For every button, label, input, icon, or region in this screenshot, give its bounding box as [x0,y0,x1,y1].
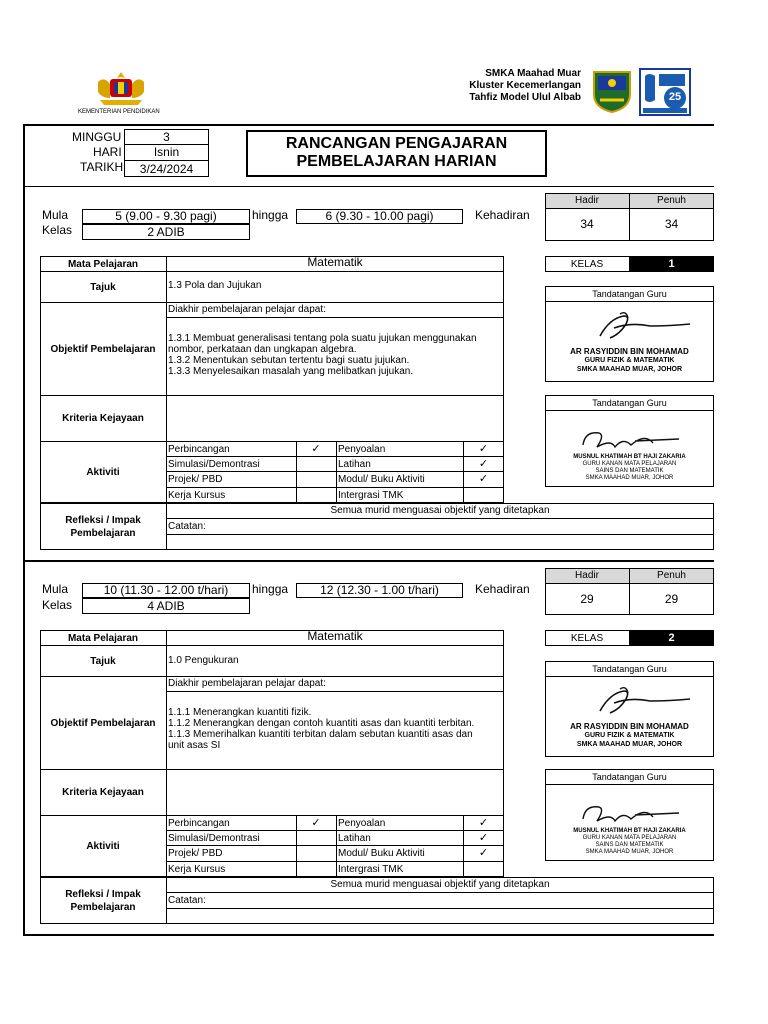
objective-line-1: 1.3.1 Membuat generalisasi tentang pola suatu jujukan menggunakan [168,333,477,344]
kelas-value: 2 ADIB [147,224,185,239]
penuh-header-2: Penuh [657,570,686,581]
senior-school: SMKA MAAHAD MUAR, JOHOR [585,475,674,481]
activity-tmk-2: Intergrasi TMK [338,864,404,875]
teacher-signature-icon [590,308,700,344]
kriteria-label-2: Kriteria Kejayaan [62,787,144,798]
anniversary-number: 25 [668,91,682,103]
mula-value: 5 (9.00 - 9.30 pagi) [115,209,217,223]
senior-signature-icon [575,425,685,455]
senior-role: GURU KANAN MATA PELAJARAN [582,461,677,467]
section-divider-2 [23,560,714,562]
teacher-role: GURU FIZIK & MATEMATIK [584,357,675,364]
activity-projek: Projek/ PBD [168,474,223,485]
objective-2-line-2: 1.1.2 Menerangkan dengan contoh kuantiti asas dan kuantiti terbitan. [168,718,475,729]
aktiviti-label-2: Aktiviti [86,841,120,852]
check-simulasi [296,457,336,472]
hari-label: HARI [93,145,122,159]
check-kerja-kursus-2 [296,862,336,877]
kelas-label: Kelas [42,223,73,237]
hingga-label: hingga [252,208,289,222]
objektif-intro: Diakhir pembelajaran pelajar dapat: [168,304,326,315]
kriteria-label: Kriteria Kejayaan [62,413,144,424]
activity-modul-2: Modul/ Buku Aktiviti [338,848,425,859]
senior-signature-icon-2 [575,799,685,829]
hari-value: Isnin [153,145,180,159]
objektif-label: Objektif Pembelajaran [50,343,156,355]
mula-label: Mula [42,208,69,222]
activity-penyoalan-2: Penyoalan [338,817,386,829]
check-latihan: ✓ [478,458,489,470]
teacher-school: SMKA MAAHAD MUAR, JOHOR [576,366,683,373]
school-line-3: Tahfiz Model Ulul Albab [469,92,581,103]
check-simulasi-2 [296,831,336,846]
ministry-label: KEMENTERIAN PENDIDIKAN [78,109,160,115]
teacher-role-2: GURU FIZIK & MATEMATIK [584,732,675,739]
refleksi-label-2-line-2: Pembelajaran [70,901,136,913]
activity-modul: Modul/ Buku Aktiviti [338,474,425,485]
page-frame-left [23,124,25,936]
kehadiran-label-2: Kehadiran [475,582,530,596]
tarikh-value: 3/24/2024 [139,161,194,176]
signature-label-3: Tandatangan Guru [592,663,667,674]
hadir-header-2: Hadir [575,570,599,581]
tajuk-label: Tajuk [90,281,116,293]
activity-kerja-kursus-2: Kerja Kursus [168,864,226,875]
tajuk-label-2: Tajuk [90,655,116,667]
teacher-name-2: AR RASYIDDIN BIN MOHAMAD [570,722,689,731]
aktiviti-label: Aktiviti [86,467,120,478]
activity-latihan: Latihan [338,459,371,470]
minggu-label: MINGGU [72,130,122,144]
activity-penyoalan: Penyoalan [338,443,386,455]
senior-name: MUSNUL KHATIMAH BT HAJI ZAKARIA [573,454,686,460]
check-tmk [463,488,504,503]
senior-name-2: MUSNUL KHATIMAH BT HAJI ZAKARIA [573,828,686,834]
objektif-intro-2: Diakhir pembelajaran pelajar dapat: [168,678,326,689]
check-projek [296,472,336,487]
catatan-label: Catatan: [168,521,206,532]
tajuk-value-2: 1.0 Pengukuran [168,655,239,666]
signature-label: Tandatangan Guru [592,288,667,299]
subject-value: Matematik [307,255,363,269]
mata-pelajaran-label-2: Mata Pelajaran [67,633,139,644]
malaysia-crest-logo [90,70,152,110]
school-crest-logo [590,68,634,114]
tarikh-label: TARIKH [80,160,124,174]
minggu-value: 3 [163,129,170,144]
hadir-value: 34 [580,217,594,231]
kelas-tag-number-2: 2 [668,631,675,644]
kehadiran-label: Kehadiran [475,208,530,222]
hingga-value-2: 12 (12.30 - 1.00 t/hari) [320,583,439,597]
refleksi-label-line-1: Refleksi / Impak [65,514,141,526]
tajuk-value: 1.3 Pola dan Jujukan [168,280,262,291]
kelas-tag-number: 1 [668,257,675,270]
mata-pelajaran-label: Mata Pelajaran [67,259,139,270]
teacher-school-2: SMKA MAAHAD MUAR, JOHOR [576,741,683,748]
check-latihan-2: ✓ [478,832,489,844]
activity-kerja-kursus: Kerja Kursus [168,490,226,501]
check-perbincangan: ✓ [311,442,321,455]
check-tmk-2 [463,862,504,877]
refleksi-label-2 [40,878,166,923]
activity-projek-2: Projek/ PBD [168,848,223,859]
senior-school-2: SMKA MAAHAD MUAR, JOHOR [585,849,674,855]
activity-simulasi-2: Simulasi/Demontrasi [168,833,260,844]
check-perbincangan-2: ✓ [311,816,321,829]
school-line-1: SMKA Maahad Muar [485,68,581,79]
objective-2-line-1: 1.1.1 Menerangkan kuantiti fizik. [168,707,312,718]
penuh-header: Penuh [657,195,686,206]
hingga-value: 6 (9.30 - 10.00 pagi) [325,209,434,223]
senior-role-2: GURU KANAN MATA PELAJARAN [582,835,677,841]
refleksi-label-2-line-1: Refleksi / Impak [65,888,141,900]
check-penyoalan-2: ✓ [478,816,489,829]
section-divider-1 [23,186,714,187]
check-kerja-kursus [296,488,336,503]
check-modul-2: ✓ [478,847,489,859]
objective-2-line-3: 1.1.3 Memerihalkan kuantiti terbitan dalam sebutan kuantiti asas dan [168,729,473,740]
penuh-value-2: 29 [664,591,679,606]
signature-label-2: Tandatangan Guru [592,397,667,408]
objective-2-line-4: unit asas SI [168,740,221,751]
page-title-line-1: RANCANGAN PENGAJARAN [285,135,508,152]
teacher-name: AR RASYIDDIN BIN MOHAMAD [570,347,689,356]
activity-perbincangan-2: Perbincangan [168,817,230,829]
refleksi-label-line-2: Pembelajaran [70,527,136,539]
check-projek-2 [296,846,336,861]
mula-label-2: Mula [42,582,69,596]
page-title-line-2: PEMBELAJARAN HARIAN [296,153,497,170]
page-frame-top [23,124,714,126]
objective-line-3: 1.3.2 Menentukan sebutan tertentu bagi suatu jujukan. [168,355,410,366]
teacher-signature-icon-2 [590,683,700,719]
refleksi-value: Semua murid menguasai objektif yang ditetapkan [330,505,550,516]
senior-dept: SAINS DAN MATEMATIK [595,468,664,474]
senior-dept-2: SAINS DAN MATEMATIK [595,842,664,848]
signature-label-4: Tandatangan Guru [592,771,667,782]
activity-tmk: Intergrasi TMK [338,490,404,501]
activity-simulasi: Simulasi/Demontrasi [168,459,260,470]
objektif-label-2: Objektif Pembelajaran [50,717,156,729]
activity-latihan-2: Latihan [338,833,371,844]
refleksi-value-2: Semua murid menguasai objektif yang ditetapkan [330,879,550,890]
mula-value-2: 10 (11.30 - 12.00 t/hari) [103,583,229,597]
check-modul: ✓ [478,473,489,485]
hadir-value-2: 29 [580,591,594,606]
penuh-value: 34 [664,217,679,231]
check-penyoalan: ✓ [478,442,489,455]
objective-line-4: 1.3.3 Menyelesaikan masalah yang melibatkan jujukan. [168,366,414,377]
kelas-tag-label-2: KELAS [570,632,604,644]
refleksi-label [40,504,166,549]
activity-perbincangan: Perbincangan [168,443,230,455]
page-frame-bottom [23,934,714,936]
hingga-label-2: hingga [252,582,289,596]
objective-line-2: nombor, perkataan dan ungkapan algebra. [168,344,357,355]
hadir-header: Hadir [575,195,599,206]
kelas-value-2: 4 ADIB [147,598,185,613]
subject-value-2: Matematik [307,629,363,643]
kelas-tag-label: KELAS [570,258,604,270]
school-line-2: Kluster Kecemerlangan [469,80,581,91]
catatan-label-2: Catatan: [168,895,206,906]
kelas-label-2: Kelas [42,598,73,612]
